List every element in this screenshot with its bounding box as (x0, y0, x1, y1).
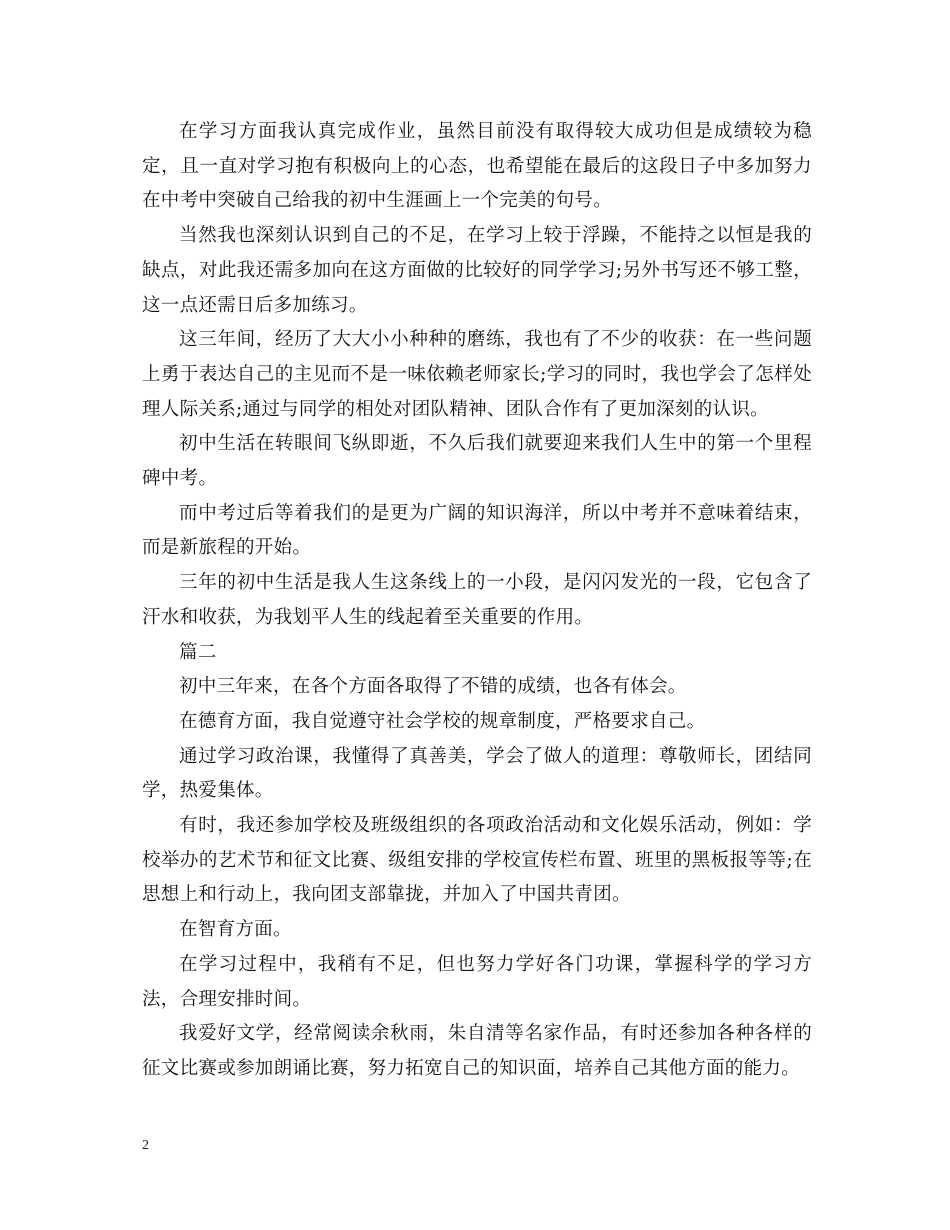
paragraph-2: 当然我也深刻认识到自己的不足，在学习上较于浮躁，不能持之以恒是我的缺点，对此我还需多加向在这方面做的比较好的同学学习;另外书写还不够工整，这一点还需日后多加练习。 (142, 225, 812, 316)
section-heading-part-two: 篇二 (179, 641, 217, 663)
paragraph-5: 而中考过后等着我们的是更为广阔的知识海洋，所以中考并不意味着结束，而是新旅程的开始。 (142, 502, 812, 559)
paragraph-13: 我爱好文学，经常阅读余秋雨，朱自清等名家作品，有时还参加各种各样的征文比赛或参加朗诵比赛，努力拓宽自己的知识面，培养自己其他方面的能力。 (142, 1023, 812, 1079)
paragraph-11: 在智育方面。 (179, 919, 292, 941)
paragraph-6: 三年的初中生活是我人生这条线上的一小段，是闪闪发光的一段，它包含了汗水和收获，为我划平人生的线起着至关重要的作用。 (142, 572, 812, 628)
paragraph-1: 在学习方面我认真完成作业，虽然目前没有取得较大成功但是成绩较为稳定，且一直对学习抱有积极向上的心态，也希望能在最后的这段日子中多加努力在中考中突破自己给我的初中生涯画上一个完美的句号。 (142, 121, 812, 212)
paragraph-8: 在德育方面，我自觉遵守社会学校的规章制度，严格要求自己。 (179, 710, 706, 732)
paragraph-9: 通过学习政治课，我懂得了真善美，学会了做人的道理：尊敬师长，团结同学，热爱集体。 (142, 745, 812, 802)
paragraph-7: 初中三年来，在各个方面各取得了不错的成绩，也各有体会。 (179, 676, 687, 698)
paragraph-12: 在学习过程中，我稍有不足，但也努力学好各门功课，掌握科学的学习方法，合理安排时间。 (142, 953, 812, 1010)
paragraph-10: 有时，我还参加学校及班级组织的各项政治活动和文化娱乐活动，例如：学校举办的艺术节和征文比赛、级组安排的学校宣传栏布置、班里的黑板报等等;在思想上和行动上，我向团支部靠拢，并加入了中国共青团。 (142, 815, 812, 906)
page-number: 2 (142, 1138, 149, 1153)
document-body (142, 115, 812, 1087)
paragraph-4: 初中生活在转眼间飞纵即逝，不久后我们就要迎来我们人生中的第一个里程碑中考。 (142, 433, 812, 490)
paragraph-3: 这三年间，经历了大大小小种种的磨练，我也有了不少的收获：在一些问题上勇于表达自己的主见而不是一味依赖老师家长;学习的同时，我也学会了怎样处理人际关系;通过与同学的相处对团队精神、团队合作有了更加深刻的认识。 (142, 329, 812, 420)
